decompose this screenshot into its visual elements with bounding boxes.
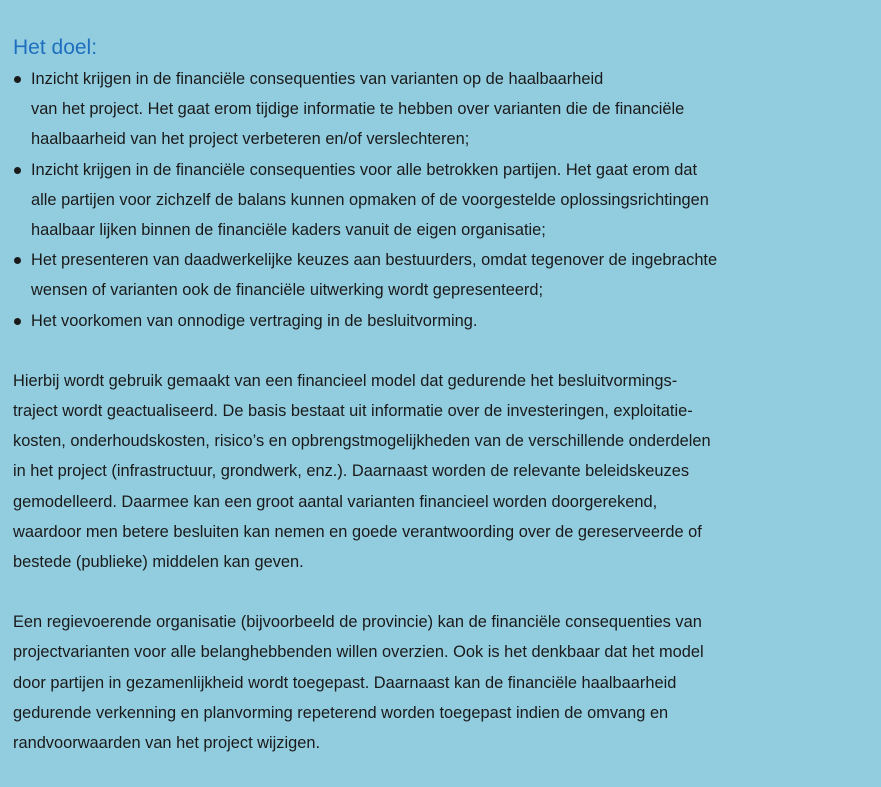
- paragraph-line: kosten, onderhoudskosten, risico’s en opbrengstmogelijkheden van de verschillende onderdelen: [13, 432, 711, 451]
- bullet-line: haalbaarheid van het project verbeteren en/of verslechteren;: [31, 130, 470, 149]
- paragraph-line: Hierbij wordt gebruik gemaakt van een financieel model dat gedurende het besluitvormings-: [13, 371, 678, 390]
- bullet-item: [13, 245, 868, 305]
- bullet-item: [13, 155, 868, 246]
- paragraph-line: projectvarianten voor alle belanghebbenden willen overzien. Ook is het denkbaar dat het model: [13, 643, 704, 662]
- bullet-item: [13, 306, 868, 336]
- goal-bullet-list: [13, 64, 868, 336]
- bullet-line: alle partijen voor zichzelf de balans kunnen opmaken of de voorgestelde oplossingsrichtingen: [31, 190, 709, 209]
- paragraph-line: Een regievoerende organisatie (bijvoorbeeld de provincie) kan de financiële consequenties van: [13, 613, 702, 632]
- paragraph-line: gedurende verkenning en planvorming repeterend worden toegepast indien de omvang en: [13, 703, 669, 722]
- paragraph-line: randvoorwaarden van het project wijzigen.: [13, 734, 321, 753]
- bullet-line: Inzicht krijgen in de financiële consequenties van varianten op de haalbaarheid: [31, 70, 604, 88]
- bullet-line: Inzicht krijgen in de financiële consequenties voor alle betrokken partijen. Het gaat erom dat: [31, 160, 698, 179]
- paragraph-organisation: [13, 607, 868, 758]
- paragraph-line: bestede (publieke) middelen kan geven.: [13, 553, 304, 572]
- paragraph-line: waardoor men betere besluiten kan nemen en goede verantwoording over de gereserveerde of: [13, 522, 702, 541]
- bullet-line: Het voorkomen van onnodige vertraging in de besluitvorming.: [31, 311, 478, 330]
- bullet-line: Het presenteren van daadwerkelijke keuzes aan bestuurders, omdat tegenover de ingebrachte: [31, 251, 718, 270]
- section-heading: Het doel:: [13, 36, 98, 59]
- paragraph-line: gemodelleerd. Daarmee kan een groot aantal varianten financieel worden doorgerekend,: [13, 492, 658, 511]
- bullet-item: [13, 64, 868, 155]
- paragraph-line: in het project (infrastructuur, grondwerk, enz.). Daarnaast worden de relevante beleidskeuzes: [13, 462, 690, 481]
- paragraph-model: [13, 366, 868, 577]
- bullet-line: van het project. Het gaat erom tijdige informatie te hebben over varianten die de financiële: [31, 100, 685, 119]
- bullet-line: haalbaar lijken binnen de financiële kaders vanuit de eigen organisatie;: [31, 221, 546, 240]
- paragraph-line: door partijen in gezamenlijkheid wordt toegepast. Daarnaast kan de financiële haalbaarheid: [13, 673, 677, 692]
- bullet-line: wensen of varianten ook de financiële uitwerking wordt gepresenteerd;: [31, 281, 544, 300]
- paragraph-line: traject wordt geactualiseerd. De basis bestaat uit informatie over de investeringen, exploitatie-: [13, 402, 693, 421]
